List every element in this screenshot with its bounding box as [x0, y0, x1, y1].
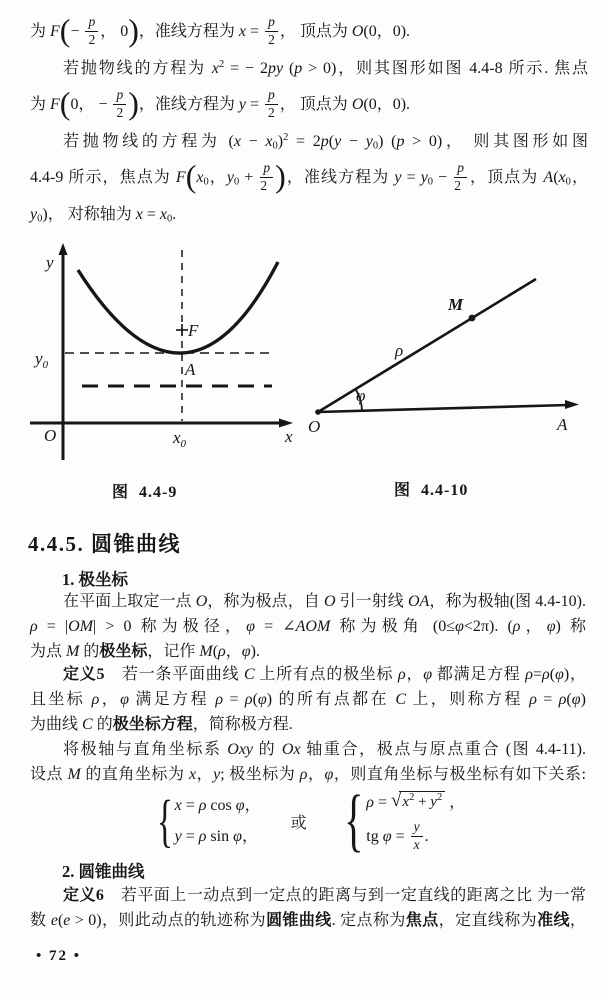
x0-label: $x_0$ [173, 428, 187, 450]
vertex-label: A [185, 360, 196, 379]
text-line: 若抛物线的方程为 $x^2$ = − 2py (p > 0)，则其图形如图 4.4-8 所示. 焦点 [63, 59, 589, 77]
text-line: 定义6 若平面上一动点到一定点的距离与到一定直线的距离之比 为一常 [63, 887, 586, 904]
figure-caption: 图 4.4-10 [394, 482, 469, 499]
y-axis-label: y [46, 253, 54, 272]
radius-ray [318, 279, 536, 412]
point-m-dot [469, 315, 476, 322]
origin-label: O [44, 426, 57, 445]
formula-line: x = ρ cos φ， [174, 797, 261, 814]
parabola-curve [78, 262, 278, 353]
point-m-label: M [448, 295, 464, 314]
polar-axis-ray [318, 405, 568, 412]
rectangular-coordinates-paragraph [30, 737, 586, 787]
text-line: 将极轴与直角坐标系 Oxy 的 Ox 轴重合，极点与原点重合 (图 4.4-11). [63, 741, 586, 758]
text-line: 为曲线 C 的极坐标方程，简称极方程. [30, 716, 293, 733]
text-line: 设点 M 的直角坐标为 x，y; 极坐标为 ρ，φ，则直角坐标与极坐标有如下关系: [30, 766, 586, 783]
pole-point [315, 409, 321, 415]
x-axis-label: x [285, 427, 293, 446]
coordinate-relation-formulas [30, 782, 586, 859]
left-brace: { [343, 782, 364, 859]
section-heading: 4.4.5. 圆锥曲线 [28, 532, 181, 556]
axis-end-label: A [557, 415, 568, 434]
y0-label: $y_0$ [35, 349, 49, 371]
subsection-title: 2. 圆锥曲线 [62, 862, 145, 881]
focus-label: F [188, 321, 199, 340]
text-line: 为 F(− $\frac{p}{2}$ ， 0)，准线方程为 x = $\frac{p}{2}$ ， 顶点为 O(0，0). [30, 12, 411, 49]
text-line: 4.4-9 所示，焦点为 $F(x_0$，$y_0$ + $\frac{p}{2}$ )，准线方程为 $y = y_0$ − $\frac{p}{2}$ ，顶点为 $A(x_0$， [30, 158, 588, 195]
polar-coordinates-paragraph [30, 589, 586, 664]
or-word: 或 [290, 814, 307, 832]
parabola-paragraph [30, 12, 588, 231]
text-line: 若抛物线的方程为 $(x - x_0)^2 = 2p(y - y_0)$ (p > 0)， 则其图形如图 [63, 132, 588, 152]
definition-5-paragraph [30, 662, 586, 737]
text-line: 数 e(e > 0)，则此动点的轨迹称为圆锥曲线. 定点称为焦点，定直线称为准线， [30, 912, 586, 929]
text-line: 为点 M 的极坐标，记作 M(ρ，φ). [30, 643, 260, 660]
angle-label: φ [356, 386, 366, 405]
text-line: 为 F(0， − $\frac{p}{2}$ )，准线方程为 y = $\frac{p}{2}$ ， 顶点为 O(0，0). [30, 85, 411, 122]
formula-line: tg φ = $\frac{y}{x}$ . [366, 818, 429, 852]
figure-4-4-9-parabola [22, 242, 304, 474]
text-line: $y_0$)， 对称轴为 $x = x_0$. [30, 206, 177, 225]
equation-system-inverse [337, 782, 466, 859]
text-line: ρ = |OM| > 0 称为极径，φ = ∠AOM 称为极角 (0≤φ<2π). (ρ，φ) 称 [30, 618, 586, 635]
page-number: • 72 • [36, 948, 82, 964]
radius-label: ρ [395, 341, 404, 360]
y-axis-arrow-icon [59, 243, 68, 255]
left-brace: { [156, 788, 173, 853]
pole-label: O [308, 417, 321, 436]
text-line: 在平面上取定一点 O，称为极点，自 O 引一射线 OA，称为极轴(图 4.4-10). [63, 593, 586, 610]
definition-6-paragraph [30, 883, 586, 933]
formula-line: y = ρ sin φ， [174, 828, 258, 845]
figure-caption: 图 4.4-9 [112, 484, 178, 501]
text-line: 定义5 若一条平面曲线 C 上所有点的极坐标 ρ，φ 都满足方程 ρ=ρ(φ)， [63, 666, 586, 683]
figure-4-4-10-polar-axis [300, 240, 600, 475]
text-line: 且坐标 ρ，φ 满足方程 ρ = ρ(φ) 的所有点都在 C 上，则称方程 ρ = ρ(φ) [30, 691, 586, 708]
polar-axis-arrow-icon [565, 400, 579, 409]
subsection-title: 1. 极坐标 [62, 570, 128, 589]
equation-system-parametric [151, 788, 261, 853]
formula-line: ρ = √ $x^2 + y^2$ ， [366, 790, 466, 812]
